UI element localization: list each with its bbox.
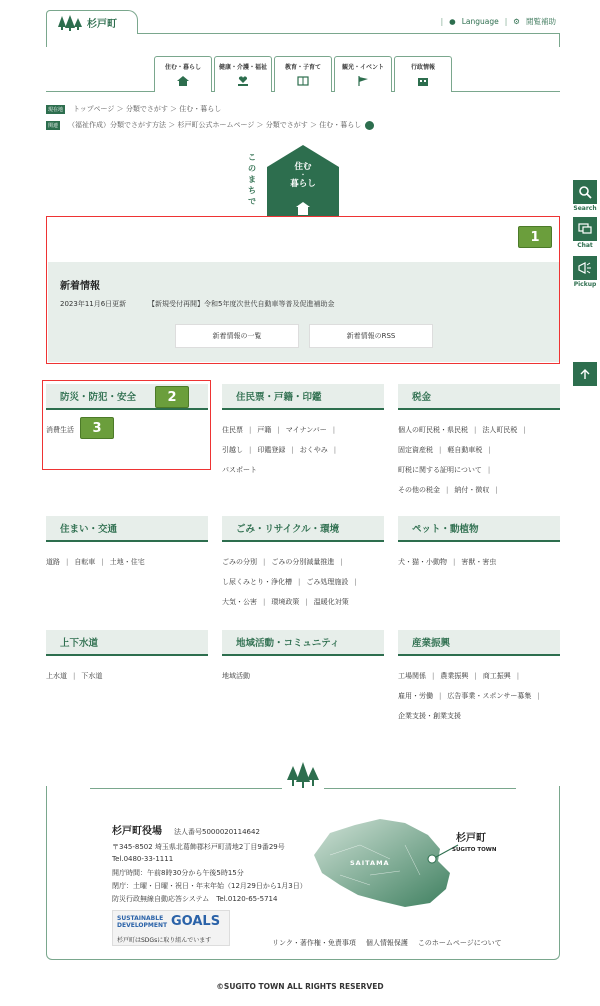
sdgs-line2: DEVELOPMENT <box>117 922 168 929</box>
news-panel <box>48 262 559 362</box>
nav-living[interactable] <box>154 56 212 92</box>
search-button[interactable] <box>573 180 597 204</box>
footer-office <box>112 822 260 837</box>
current-tag: 現在地 <box>48 106 64 113</box>
chat-label: Chat <box>577 242 593 249</box>
closed-days: 閉庁：土曜・日曜・祝日・年末年始（12月29日から1月3日） <box>112 882 307 890</box>
link-shori-shisetsu[interactable]: ごみ処理施設 <box>306 578 349 586</box>
breadcrumb-path[interactable]: トップページ ＞ 分類でさがす ＞ 住む・暮らし <box>73 105 222 113</box>
link-shomei[interactable]: 町税に関する証明について <box>398 466 482 474</box>
news-list-button[interactable]: 新着情報の一覧 <box>175 324 299 348</box>
link-doro[interactable]: 道路 <box>46 558 60 566</box>
copyright: ©SUGITO TOWN ALL RIGHTS RESERVED <box>216 982 384 991</box>
news-rss-button[interactable]: 新着情報のRSS <box>309 324 433 348</box>
footer-links <box>272 938 502 948</box>
office-name: 杉戸町役場 <box>112 826 162 837</box>
link-privacy[interactable]: 個人情報保護 <box>365 939 408 947</box>
link-kigyo-shien[interactable]: 企業支援・創業支援 <box>398 712 461 720</box>
cat-sangyo-title: 産業振興 <box>412 638 451 649</box>
related-breadcrumb <box>46 120 374 130</box>
link-keijidosha-zei[interactable]: 軽自動車税 <box>447 446 483 454</box>
nav-education-label: 教育・子育て <box>284 64 321 71</box>
search-icon <box>578 185 592 199</box>
cat-pet-title: ペット・動植物 <box>412 524 479 535</box>
link-kojo[interactable]: 工場関係 <box>398 672 426 680</box>
link-jitensha[interactable]: 自転車 <box>74 558 96 566</box>
pickup-button[interactable] <box>573 256 597 280</box>
cat-chiiki-title: 地域活動・コミュニティ <box>236 638 340 649</box>
link-okuyami[interactable]: おくやみ <box>299 446 328 454</box>
nav-living-label: 住む・暮らし <box>164 64 201 71</box>
site-logo[interactable] <box>46 10 138 34</box>
emergency-line: 防災行政無線自動応答システム Tel.0120-65-5714 <box>112 895 278 903</box>
link-tochi[interactable]: 土地・住宅 <box>109 558 145 566</box>
building-icon <box>417 76 429 86</box>
cat-sumai-title: 住まい・交通 <box>60 524 118 535</box>
tree-logo-icon <box>57 15 83 31</box>
cat-bousai-title: 防災・防犯・安全 <box>60 392 137 403</box>
flag-icon <box>357 76 369 86</box>
cat-sumai-head[interactable] <box>46 516 208 542</box>
link-kotei-zei[interactable]: 固定資産税 <box>398 446 433 454</box>
heart-hand-icon <box>237 76 249 86</box>
cat-sangyo-links: 工場関係 | 農業振興 | 商工振興 | 雇用・労働 | 広告事業・スポンサー募集 | 企業支援・創業支援 <box>398 666 563 726</box>
book-icon <box>297 76 309 86</box>
link-josuido[interactable]: 上水道 <box>46 672 67 680</box>
link-gaiju[interactable]: 害獣・害虫 <box>461 558 497 566</box>
badge-3: 3 <box>80 417 114 439</box>
cat-chiiki-links <box>222 666 250 686</box>
link-koyo[interactable]: 雇用・労働 <box>398 692 433 700</box>
news-heading: 新着情報 <box>60 281 100 292</box>
link-kokoku[interactable]: 広告事業・スポンサー募集 <box>447 692 532 700</box>
nav-health-label: 健康・介護・福祉 <box>218 64 267 71</box>
cat-suido-title: 上下水道 <box>60 638 99 649</box>
link-koseki[interactable]: 戸籍 <box>257 426 272 434</box>
news-item-link[interactable]: 【新規受付再開】令和5年度次世代自動車等普及促進補助金 <box>148 300 335 308</box>
hero-vertical-text: このまちで <box>248 153 256 206</box>
pickup-label: Pickup <box>573 281 597 288</box>
sdgs-sub: 杉戸町はSDGsに取り組んでいます <box>117 937 212 944</box>
link-taiki[interactable]: 大気・公害 <box>222 598 257 606</box>
cat-juminhyo-title: 住民票・戸籍・印鑑 <box>236 392 322 403</box>
megaphone-icon <box>578 261 592 275</box>
cat-pet-links: 犬・猫・小動物 | 害獣・害虫 <box>398 552 496 572</box>
back-to-top-button[interactable] <box>573 362 597 386</box>
link-sonota-zei[interactable]: その他の税金 <box>398 486 440 494</box>
link-gesuido[interactable]: 下水道 <box>81 672 103 680</box>
link-copyright[interactable]: リンク・著作権・免責事項 <box>272 939 356 947</box>
cat-bousai-links <box>46 420 74 440</box>
sdgs-line1: SUSTAINABLE <box>117 915 164 922</box>
map-label: SAITAMA <box>350 859 390 867</box>
gear-icon: ⚙ <box>513 17 520 26</box>
link-shinyo[interactable]: し尿くみとり・浄化槽 <box>222 578 292 586</box>
map-town-en: SUGITO TOWN <box>452 847 497 853</box>
link-nofu[interactable]: 納付・徴収 <box>454 486 490 494</box>
cat-gomi-links: ごみの分別 | ごみの分別減量推進 | し尿くみとり・浄化槽 | ごみ処理施設 | 大気・公害 | 環境政策 | 温暖化対策 <box>222 552 392 612</box>
breadcrumb <box>46 104 221 114</box>
house-icon <box>177 76 189 86</box>
nav-tourism[interactable] <box>334 56 392 92</box>
link-hikkoshi[interactable]: 引越し <box>222 446 243 454</box>
cat-gomi-head[interactable] <box>222 516 384 542</box>
cat-suido-links: 上水道 | 下水道 <box>46 666 102 686</box>
arrow-circle-icon[interactable] <box>365 121 374 130</box>
link-shoko[interactable]: 商工振興 <box>482 672 511 680</box>
hero-title <box>267 162 339 190</box>
cat-zeikin-links: 個人の町民税・県民税 | 法人町民税 | 固定資産税 | 軽自動車税 | 町税に関する証明について | その他の税金 | 納付・徴収 | <box>398 420 563 500</box>
link-juminhyo[interactable]: 住民票 <box>222 426 243 434</box>
cat-juminhyo-head[interactable] <box>222 384 384 410</box>
link-chiiki-katsudo[interactable]: 地域活動 <box>222 672 250 680</box>
news-date: 2023年11月6日更新 <box>60 300 127 308</box>
link-consumer[interactable]: 消費生活 <box>46 426 74 434</box>
link-inkan[interactable]: 印鑑登録 <box>257 446 286 454</box>
sdgs-goals: GOALS <box>171 914 221 929</box>
cat-chiiki-head[interactable] <box>222 630 384 656</box>
corp-number: 法人番号5000020114642 <box>174 828 260 836</box>
office-hours: 開庁時間：午前8時30分から午後5時15分 <box>112 869 244 877</box>
logo-text: 杉戸町 <box>87 19 117 30</box>
related-tag: 関連 <box>48 122 59 129</box>
cat-zeikin-title: 税金 <box>412 392 432 403</box>
cat-zeikin-head[interactable] <box>398 384 560 410</box>
link-nogyo[interactable]: 農業振興 <box>440 672 469 680</box>
news-section <box>46 216 560 364</box>
link-mynumber[interactable]: マイナンバー <box>285 426 327 434</box>
chat-icon <box>578 222 592 236</box>
footer-tree-icon <box>286 762 320 788</box>
link-inu-neko[interactable]: 犬・猫・小動物 <box>398 558 447 566</box>
link-gomi-genryo[interactable]: ごみの分別減量推進 <box>271 558 335 566</box>
cat-suido-head[interactable] <box>46 630 208 656</box>
nav-tourism-label: 観光・イベント <box>341 64 384 71</box>
map-town-name: 杉戸町 <box>456 833 486 844</box>
nav-education[interactable] <box>274 56 332 92</box>
arrow-up-icon <box>579 368 591 380</box>
address: 〒345-8502 埼玉県北葛飾郡杉戸町清地2丁目9番29号 <box>112 843 285 851</box>
telephone: Tel.0480-33-1111 <box>112 855 174 863</box>
globe-icon: ● <box>449 17 456 26</box>
hero-title-line2: 暮らし <box>290 179 316 189</box>
language-link[interactable]: Language <box>461 17 499 26</box>
search-label: Search <box>573 205 597 212</box>
link-hojin-zei[interactable]: 法人町民税 <box>482 426 518 434</box>
cat-pet-head[interactable] <box>398 516 560 542</box>
cat-juminhyo-links: 住民票 | 戸籍 | マイナンバー | 引越し | 印鑑登録 | おくやみ | パスポート <box>222 420 392 480</box>
link-about[interactable]: このホームページについて <box>417 939 502 947</box>
nav-admin[interactable] <box>394 56 452 92</box>
badge-1: 1 <box>518 226 552 248</box>
link-passport[interactable]: パスポート <box>222 466 257 474</box>
cat-sangyo-head[interactable] <box>398 630 560 656</box>
link-kojin-zei[interactable]: 個人の町民税・県民税 <box>398 426 468 434</box>
cat-sumai-links: 道路 | 自転車 | 土地・住宅 <box>46 552 145 572</box>
badge-2: 2 <box>155 386 189 408</box>
link-kankyo[interactable]: 環境政策 <box>271 598 300 606</box>
sdgs-banner[interactable] <box>112 910 230 946</box>
hero-title-dot: ・ <box>299 172 306 179</box>
link-gomi-bunbetsu[interactable]: ごみの分別 <box>222 558 257 566</box>
nav-health[interactable] <box>214 56 272 92</box>
hero-title-line1: 住む <box>294 162 312 172</box>
link-ondanka[interactable]: 温暖化対策 <box>313 598 349 606</box>
nav-admin-label: 行政情報 <box>410 64 435 71</box>
cat-gomi-title: ごみ・リサイクル・環境 <box>236 524 340 535</box>
accessibility-link[interactable]: 閲覧補助 <box>526 17 556 26</box>
related-path[interactable]: （福祉作成）分類でさがす方法 ＞ 杉戸町公式ホームページ ＞ 分類でさがす ＞ 住む・暮らし <box>68 121 362 129</box>
chat-button[interactable] <box>573 217 597 241</box>
